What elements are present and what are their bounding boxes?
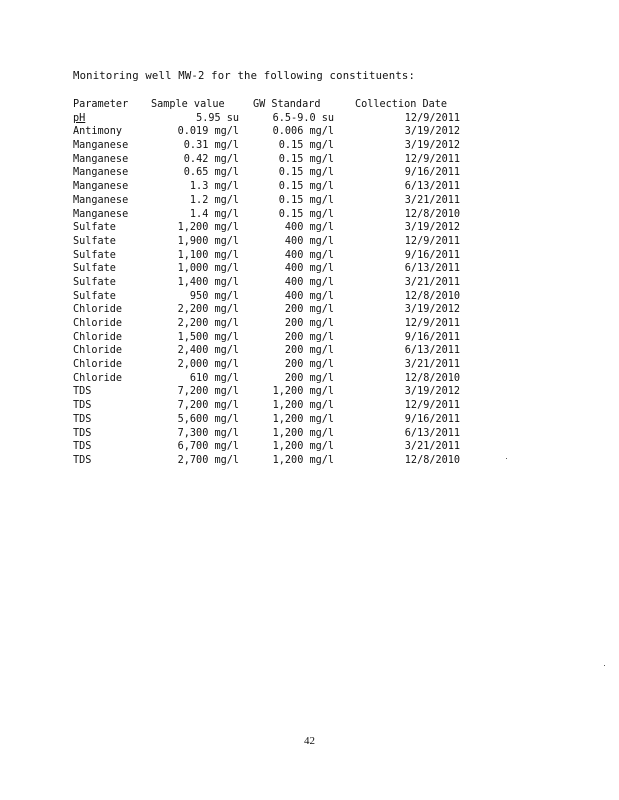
cell-gw-standard: 0.15 mg/l — [278, 194, 334, 206]
header-gw-standard: GW Standard — [253, 99, 321, 110]
cell-collection-date: 12/9/2011 — [404, 400, 460, 412]
cell-sample-value: 5.95 su — [196, 112, 239, 124]
table-row — [73, 249, 493, 263]
cell-collection-date: 12/8/2010 — [404, 290, 460, 302]
scan-speck — [506, 458, 507, 459]
cell-parameter: Chloride — [73, 331, 123, 343]
cell-sample-value: 1.2 mg/l — [189, 194, 239, 206]
cell-gw-standard: 1,200 mg/l — [272, 413, 334, 425]
cell-gw-standard: 6.5-9.0 su — [272, 112, 334, 124]
cell-collection-date: 3/19/2012 — [404, 304, 460, 316]
cell-parameter: TDS — [73, 400, 92, 412]
cell-parameter: Sulfate — [73, 222, 116, 234]
cell-sample-value: 1.3 mg/l — [189, 181, 239, 193]
cell-parameter: Manganese — [73, 140, 129, 152]
cell-parameter: TDS — [73, 386, 92, 398]
table-row — [73, 344, 493, 358]
cell-collection-date: 3/21/2011 — [404, 441, 460, 453]
cell-collection-date: 6/13/2011 — [404, 345, 460, 357]
cell-sample-value: 950 mg/l — [189, 290, 239, 302]
table-row — [73, 235, 493, 249]
cell-parameter: Manganese — [73, 153, 129, 165]
header-sample-value: Sample value — [151, 99, 225, 110]
table-row — [73, 413, 493, 427]
cell-collection-date: 9/16/2011 — [404, 249, 460, 261]
cell-gw-standard: 200 mg/l — [284, 318, 334, 329]
table-row — [73, 427, 493, 441]
page-number: 42 — [304, 735, 315, 747]
cell-parameter: TDS — [73, 427, 92, 439]
cell-gw-standard: 400 mg/l — [284, 222, 334, 234]
cell-collection-date: 6/13/2011 — [404, 427, 460, 439]
cell-sample-value: 7,300 mg/l — [177, 427, 239, 439]
cell-collection-date: 12/9/2011 — [404, 153, 460, 165]
cell-sample-value: 7,200 mg/l — [177, 386, 239, 398]
cell-collection-date: 3/19/2012 — [404, 386, 460, 398]
cell-parameter: Antimony — [73, 126, 123, 138]
cell-sample-value: 1,400 mg/l — [177, 276, 239, 288]
cell-gw-standard: 400 mg/l — [284, 276, 334, 288]
table-row — [73, 290, 493, 304]
cell-parameter: Chloride — [73, 345, 123, 357]
table-row — [73, 276, 493, 290]
cell-parameter: TDS — [73, 413, 92, 425]
cell-gw-standard: 1,200 mg/l — [272, 454, 334, 466]
cell-parameter: Manganese — [73, 181, 129, 193]
cell-collection-date: 9/16/2011 — [404, 167, 460, 179]
cell-gw-standard: 0.15 mg/l — [278, 181, 334, 193]
table-header-row — [73, 98, 493, 112]
cell-parameter: Manganese — [73, 208, 129, 220]
cell-gw-standard: 200 mg/l — [284, 331, 334, 343]
cell-sample-value: 1,100 mg/l — [177, 249, 239, 261]
table-row — [73, 372, 493, 386]
cell-gw-standard: 1,200 mg/l — [272, 427, 334, 439]
table-row — [73, 385, 493, 399]
cell-sample-value: 0.42 mg/l — [183, 153, 239, 165]
cell-sample-value: 0.31 mg/l — [183, 140, 239, 152]
cell-collection-date: 12/8/2010 — [404, 208, 460, 220]
cell-gw-standard: 400 mg/l — [284, 263, 334, 275]
table-row — [73, 262, 493, 276]
cell-sample-value: 1,900 mg/l — [177, 235, 239, 247]
cell-gw-standard: 0.15 mg/l — [278, 153, 334, 165]
table-row — [73, 112, 493, 126]
cell-sample-value: 1,500 mg/l — [177, 331, 239, 343]
cell-collection-date: 6/13/2011 — [404, 263, 460, 275]
cell-collection-date: 3/19/2012 — [404, 140, 460, 152]
table-row — [73, 454, 493, 468]
cell-sample-value: 0.019 mg/l — [177, 126, 239, 138]
cell-gw-standard: 200 mg/l — [284, 372, 334, 384]
cell-gw-standard: 0.006 mg/l — [272, 126, 334, 138]
cell-collection-date: 12/8/2010 — [404, 454, 460, 466]
cell-gw-standard: 200 mg/l — [284, 359, 334, 371]
table-row — [73, 153, 493, 167]
table-row — [73, 331, 493, 345]
table-row — [73, 317, 493, 331]
table-row — [73, 358, 493, 372]
cell-gw-standard: 200 mg/l — [284, 304, 334, 316]
table-row — [73, 180, 493, 194]
cell-sample-value: 2,200 mg/l — [177, 304, 239, 316]
scan-speck — [604, 665, 605, 666]
cell-gw-standard: 200 mg/l — [284, 345, 334, 357]
cell-sample-value: 2,700 mg/l — [177, 454, 239, 466]
cell-gw-standard: 0.15 mg/l — [278, 167, 334, 179]
table-row — [73, 221, 493, 235]
cell-collection-date: 12/8/2010 — [404, 372, 460, 384]
header-collection-date: Collection Date — [355, 99, 448, 110]
table-row — [73, 166, 493, 180]
cell-parameter: Chloride — [73, 318, 123, 329]
cell-sample-value: 2,200 mg/l — [177, 318, 239, 329]
cell-collection-date: 3/21/2011 — [404, 276, 460, 288]
table-row — [73, 208, 493, 222]
cell-parameter: Chloride — [73, 372, 123, 384]
table-row — [73, 440, 493, 454]
table-row — [73, 303, 493, 317]
cell-sample-value: 6,700 mg/l — [177, 441, 239, 453]
cell-gw-standard: 400 mg/l — [284, 235, 334, 247]
cell-parameter: Manganese — [73, 194, 129, 206]
constituents-table — [73, 98, 493, 468]
cell-parameter: Chloride — [73, 359, 123, 371]
cell-parameter: Sulfate — [73, 290, 116, 302]
cell-parameter: Chloride — [73, 304, 123, 316]
cell-gw-standard: 1,200 mg/l — [272, 400, 334, 412]
header-parameter: Parameter — [73, 99, 129, 110]
cell-collection-date: 3/19/2012 — [404, 126, 460, 138]
cell-parameter: Sulfate — [73, 263, 116, 275]
cell-collection-date: 6/13/2011 — [404, 181, 460, 193]
cell-gw-standard: 400 mg/l — [284, 290, 334, 302]
cell-gw-standard: 400 mg/l — [284, 249, 334, 261]
cell-collection-date: 12/9/2011 — [404, 235, 460, 247]
table-row — [73, 125, 493, 139]
cell-parameter: Sulfate — [73, 276, 116, 288]
cell-collection-date: 3/21/2011 — [404, 359, 460, 371]
cell-sample-value: 2,000 mg/l — [177, 359, 239, 371]
table-row — [73, 139, 493, 153]
cell-gw-standard: 0.15 mg/l — [278, 208, 334, 220]
cell-sample-value: 5,600 mg/l — [177, 413, 239, 425]
cell-parameter: Manganese — [73, 167, 129, 179]
cell-sample-value: 2,400 mg/l — [177, 345, 239, 357]
cell-parameter: Sulfate — [73, 235, 116, 247]
cell-collection-date: 9/16/2011 — [404, 413, 460, 425]
cell-sample-value: 610 mg/l — [189, 372, 239, 384]
cell-collection-date: 12/9/2011 — [404, 318, 460, 329]
cell-collection-date: 3/21/2011 — [404, 194, 460, 206]
cell-gw-standard: 1,200 mg/l — [272, 386, 334, 398]
cell-gw-standard: 0.15 mg/l — [278, 140, 334, 152]
table-row — [73, 399, 493, 413]
cell-gw-standard: 1,200 mg/l — [272, 441, 334, 453]
cell-parameter: Sulfate — [73, 249, 116, 261]
table-body — [73, 112, 493, 468]
table-row — [73, 194, 493, 208]
cell-parameter: TDS — [73, 441, 92, 453]
cell-parameter: pH — [73, 112, 86, 124]
cell-collection-date: 12/9/2011 — [404, 112, 460, 124]
cell-sample-value: 0.65 mg/l — [183, 167, 239, 179]
cell-parameter: TDS — [73, 454, 92, 466]
cell-sample-value: 1.4 mg/l — [189, 208, 239, 220]
cell-sample-value: 1,000 mg/l — [177, 263, 239, 275]
intro-text: Monitoring well MW-2 for the following constituents: — [73, 70, 416, 82]
cell-sample-value: 1,200 mg/l — [177, 222, 239, 234]
cell-collection-date: 3/19/2012 — [404, 222, 460, 234]
cell-sample-value: 7,200 mg/l — [177, 400, 239, 412]
cell-collection-date: 9/16/2011 — [404, 331, 460, 343]
